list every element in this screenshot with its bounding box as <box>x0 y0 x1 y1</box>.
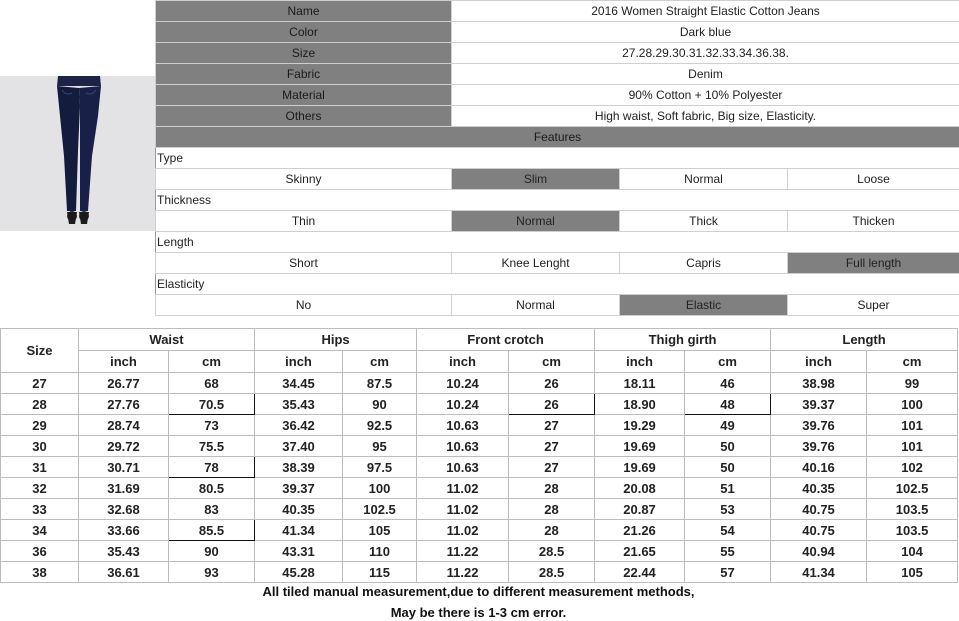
measure-value: 85.5 <box>169 520 255 541</box>
measure-value: 34.45 <box>255 373 343 394</box>
size-row <box>1 562 958 583</box>
measure-value: 22.44 <box>595 562 685 583</box>
measure-value: 11.22 <box>417 541 509 562</box>
measure-value: 11.02 <box>417 478 509 499</box>
measure-value: 104 <box>867 541 958 562</box>
measure-group-header: Thigh girth <box>595 329 771 351</box>
unit-header: cm <box>509 351 595 373</box>
measure-value: 101 <box>867 415 958 436</box>
measure-value: 110 <box>343 541 417 562</box>
measure-value: 29.72 <box>79 436 169 457</box>
measure-value: 27 <box>509 415 595 436</box>
measure-value: 10.63 <box>417 457 509 478</box>
size-value: 36 <box>1 541 79 562</box>
unit-header: inch <box>771 351 867 373</box>
measure-value: 10.63 <box>417 415 509 436</box>
measure-value: 19.29 <box>595 415 685 436</box>
measure-value: 83 <box>169 499 255 520</box>
size-value: 29 <box>1 415 79 436</box>
feature-option: Short <box>156 253 452 274</box>
measure-value: 48 <box>685 394 771 415</box>
measure-value: 27 <box>509 436 595 457</box>
info-value: 2016 Women Straight Elastic Cotton Jeans <box>452 1 959 22</box>
measure-value: 31.69 <box>79 478 169 499</box>
measure-value: 100 <box>867 394 958 415</box>
measure-value: 87.5 <box>343 373 417 394</box>
feature-options-row <box>156 253 959 274</box>
feature-name-row <box>156 232 959 253</box>
measure-value: 43.31 <box>255 541 343 562</box>
measure-value: 10.63 <box>417 436 509 457</box>
measure-value: 18.11 <box>595 373 685 394</box>
size-chart-table <box>0 328 958 583</box>
measure-value: 93 <box>169 562 255 583</box>
feature-name-row <box>156 148 959 169</box>
measure-value: 40.35 <box>771 478 867 499</box>
size-row <box>1 415 958 436</box>
measure-value: 20.08 <box>595 478 685 499</box>
measure-value: 90 <box>169 541 255 562</box>
unit-header: cm <box>343 351 417 373</box>
info-row <box>156 85 959 106</box>
measure-group-header: Hips <box>255 329 417 351</box>
measurement-note-line2: May be there is 1-3 cm error. <box>390 605 567 620</box>
measure-value: 39.76 <box>771 436 867 457</box>
measure-value: 11.02 <box>417 520 509 541</box>
measure-value: 41.34 <box>255 520 343 541</box>
feature-options-row <box>156 169 959 190</box>
measure-value: 26 <box>509 394 595 415</box>
size-value: 30 <box>1 436 79 457</box>
measure-value: 50 <box>685 436 771 457</box>
info-label: Others <box>156 106 452 127</box>
measure-value: 39.76 <box>771 415 867 436</box>
size-row <box>1 373 958 394</box>
info-value: High waist, Soft fabric, Big size, Elasticity. <box>452 106 959 127</box>
measure-value: 45.28 <box>255 562 343 583</box>
measure-value: 103.5 <box>867 520 958 541</box>
size-row <box>1 478 958 499</box>
info-row <box>156 1 959 22</box>
feature-option: Knee Lenght <box>452 253 620 274</box>
info-value: Denim <box>452 64 959 85</box>
measure-value: 105 <box>867 562 958 583</box>
size-row <box>1 436 958 457</box>
feature-option: Normal <box>620 169 788 190</box>
measure-group-header: Length <box>771 329 958 351</box>
measure-value: 80.5 <box>169 478 255 499</box>
unit-header: inch <box>595 351 685 373</box>
measure-value: 28 <box>509 520 595 541</box>
measure-value: 27 <box>509 457 595 478</box>
info-value: 27.28.29.30.31.32.33.34.36.38. <box>452 43 959 64</box>
measure-value: 18.90 <box>595 394 685 415</box>
feature-name: Elasticity <box>156 274 959 295</box>
size-column-header: Size <box>1 329 79 373</box>
measure-value: 40.94 <box>771 541 867 562</box>
measure-value: 21.65 <box>595 541 685 562</box>
measure-value: 39.37 <box>771 394 867 415</box>
info-row <box>156 43 959 64</box>
measure-value: 55 <box>685 541 771 562</box>
feature-options-row <box>156 211 959 232</box>
measure-value: 92.5 <box>343 415 417 436</box>
measure-value: 40.16 <box>771 457 867 478</box>
measure-value: 68 <box>169 373 255 394</box>
feature-option: Normal <box>452 295 620 316</box>
measure-value: 21.26 <box>595 520 685 541</box>
info-row <box>156 22 959 43</box>
measure-value: 102.5 <box>867 478 958 499</box>
size-value: 28 <box>1 394 79 415</box>
size-header-row <box>1 329 958 351</box>
measure-value: 73 <box>169 415 255 436</box>
feature-option: Thicken <box>788 211 959 232</box>
info-value: Dark blue <box>452 22 959 43</box>
feature-name-row <box>156 190 959 211</box>
measure-value: 19.69 <box>595 436 685 457</box>
measure-value: 46 <box>685 373 771 394</box>
unit-header: cm <box>867 351 958 373</box>
info-label: Material <box>156 85 452 106</box>
measure-value: 10.24 <box>417 394 509 415</box>
info-value: 90% Cotton + 10% Polyester <box>452 85 959 106</box>
feature-option: No <box>156 295 452 316</box>
measure-value: 103.5 <box>867 499 958 520</box>
measure-value: 97.5 <box>343 457 417 478</box>
size-row <box>1 499 958 520</box>
size-value: 31 <box>1 457 79 478</box>
size-value: 27 <box>1 373 79 394</box>
measure-value: 40.35 <box>255 499 343 520</box>
measure-value: 53 <box>685 499 771 520</box>
measure-value: 36.61 <box>79 562 169 583</box>
measure-value: 40.75 <box>771 520 867 541</box>
feature-name: Thickness <box>156 190 959 211</box>
measure-value: 26 <box>509 373 595 394</box>
measure-value: 57 <box>685 562 771 583</box>
unit-header: inch <box>255 351 343 373</box>
info-label: Fabric <box>156 64 452 85</box>
measure-group-header: Waist <box>79 329 255 351</box>
measure-value: 32.68 <box>79 499 169 520</box>
measure-value: 105 <box>343 520 417 541</box>
measure-value: 27.76 <box>79 394 169 415</box>
measure-value: 78 <box>169 457 255 478</box>
size-value: 38 <box>1 562 79 583</box>
info-label: Color <box>156 22 452 43</box>
size-row <box>1 520 958 541</box>
feature-option: Capris <box>620 253 788 274</box>
product-photo <box>0 76 155 231</box>
info-label: Name <box>156 1 452 22</box>
measure-value: 28.5 <box>509 562 595 583</box>
size-row <box>1 457 958 478</box>
measure-value: 30.71 <box>79 457 169 478</box>
feature-name: Type <box>156 148 959 169</box>
measure-value: 40.75 <box>771 499 867 520</box>
info-label: Size <box>156 43 452 64</box>
measure-group-header: Front crotch <box>417 329 595 351</box>
measure-value: 28.74 <box>79 415 169 436</box>
measure-value: 39.37 <box>255 478 343 499</box>
measure-value: 102 <box>867 457 958 478</box>
measure-value: 26.77 <box>79 373 169 394</box>
measure-value: 33.66 <box>79 520 169 541</box>
measure-value: 37.40 <box>255 436 343 457</box>
measure-value: 10.24 <box>417 373 509 394</box>
measure-value: 38.39 <box>255 457 343 478</box>
measure-value: 11.02 <box>417 499 509 520</box>
feature-name: Length <box>156 232 959 253</box>
jeans-model-icon <box>0 76 155 231</box>
size-row <box>1 394 958 415</box>
info-row <box>156 106 959 127</box>
measure-value: 35.43 <box>255 394 343 415</box>
measure-value: 115 <box>343 562 417 583</box>
feature-option-selected: Elastic <box>620 295 788 316</box>
unit-header: cm <box>169 351 255 373</box>
measure-value: 36.42 <box>255 415 343 436</box>
feature-option: Thin <box>156 211 452 232</box>
measure-value: 49 <box>685 415 771 436</box>
feature-option: Super <box>788 295 959 316</box>
measure-value: 51 <box>685 478 771 499</box>
measure-value: 11.22 <box>417 562 509 583</box>
size-value: 33 <box>1 499 79 520</box>
measure-value: 28 <box>509 478 595 499</box>
unit-header: cm <box>685 351 771 373</box>
feature-option-selected: Slim <box>452 169 620 190</box>
measure-value: 19.69 <box>595 457 685 478</box>
measure-value: 28 <box>509 499 595 520</box>
features-header-row <box>156 127 959 148</box>
unit-header-row <box>1 351 958 373</box>
measure-value: 70.5 <box>169 394 255 415</box>
measure-value: 50 <box>685 457 771 478</box>
measure-value: 99 <box>867 373 958 394</box>
unit-header: inch <box>417 351 509 373</box>
size-value: 34 <box>1 520 79 541</box>
feature-option-selected: Full length <box>788 253 959 274</box>
info-row <box>156 64 959 85</box>
product-info-table <box>155 0 959 316</box>
feature-name-row <box>156 274 959 295</box>
measure-value: 95 <box>343 436 417 457</box>
feature-option-selected: Normal <box>452 211 620 232</box>
size-value: 32 <box>1 478 79 499</box>
feature-options-row <box>156 295 959 316</box>
measure-value: 54 <box>685 520 771 541</box>
feature-option: Skinny <box>156 169 452 190</box>
unit-header: inch <box>79 351 169 373</box>
measure-value: 100 <box>343 478 417 499</box>
feature-option: Loose <box>788 169 959 190</box>
measure-value: 90 <box>343 394 417 415</box>
measurement-note-line1: All tiled manual measurement,due to different measurement methods, <box>262 584 695 599</box>
measure-value: 41.34 <box>771 562 867 583</box>
measure-value: 38.98 <box>771 373 867 394</box>
measure-value: 101 <box>867 436 958 457</box>
measure-value: 75.5 <box>169 436 255 457</box>
feature-option: Thick <box>620 211 788 232</box>
measure-value: 28.5 <box>509 541 595 562</box>
features-title: Features <box>156 127 959 148</box>
measure-value: 35.43 <box>79 541 169 562</box>
measure-value: 20.87 <box>595 499 685 520</box>
size-row <box>1 541 958 562</box>
measure-value: 102.5 <box>343 499 417 520</box>
